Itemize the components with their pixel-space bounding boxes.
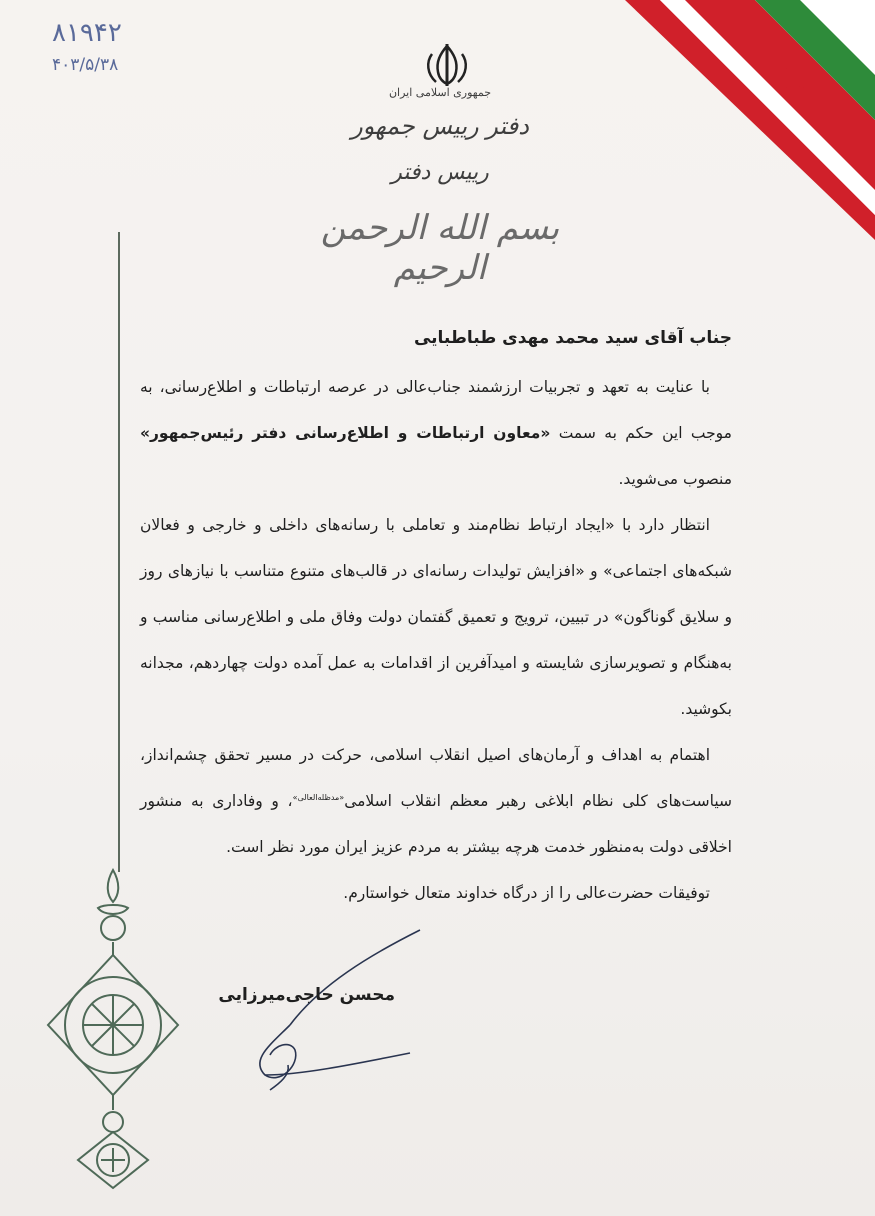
iran-emblem-icon [422,40,472,90]
paragraph-appointment [140,364,732,502]
honorific-superscript: «مدظله‌العالی» [292,792,345,802]
appointment-text-b: منصوب می‌شوید. [618,470,732,488]
iran-flag-ribbon [625,0,875,250]
header-office: دفتر رییس جمهور [351,112,529,140]
appointment-text-a: با عنایت به تعهد و تجربیات ارزشمند جناب‌عالی در عرصه ارتباطات و اطلاع‌رسانی، به موجب این حکم به سمت [140,378,732,442]
ornament-vertical-line [118,232,120,872]
header-position: رییس دفتر [391,160,489,185]
principles-text-a: اهتمام به اهداف و آرمان‌های اصیل انقلاب اسلامی، حرکت در مسیر تحقق چشم‌انداز، سیاست‌های کلی نظام ابلاغی رهبر معظم انقلاب اسلامی [140,746,732,810]
principles-text-b: ، و وفاداری به منشور اخلاقی دولت به‌منظور خدمت هرچه بیشتر به مردم عزیز ایران مورد نظر است. [140,792,732,856]
handwritten-signature [230,925,430,1095]
paragraph-expectations: انتظار دارد با «ایجاد ارتباط نظام‌مند و تعاملی با رسانه‌های داخلی و خارجی و فعالان شبکه‌های اجتماعی» و «افزایش تولیدات رسانه‌ای در قالب‌های متنوع متناسب با نیازهای روز و سلایق گوناگون» در تبیین، ترویج و تعمیق گفتمان دولت وفاق ملی و اطلاع‌رسانی مناسب و به‌هنگام و تصویرسازی شایسته و امیدآفرین از اقدامات به عمل آمده دولت چهاردهم، مجدانه بکوشید. [140,516,732,718]
letter-body [140,318,732,916]
recipient-line: جناب آقای سید محمد مهدی طباطبایی [413,328,732,348]
appointed-position-title: «معاون ارتباطات و اطلاع‌رسانی دفتر رئیس‌جمهور» [140,424,551,442]
signatory-name: محسن حاجی‌میرزایی [218,985,395,1005]
header-country: جمهوری اسلامی ایران [388,86,492,99]
paragraph-closing: توفیقات حضرت‌عالی را از درگاه خداوند متعال خواستارم. [343,884,710,902]
reference-number: ۸۱۹۴۲ [52,18,122,48]
paragraph-principles [140,732,732,870]
bismillah-calligraphy: بسم الله الرحمن الرحیم [320,208,560,288]
reference-date: ۴۰۳/۵/۳۸ [52,55,119,75]
